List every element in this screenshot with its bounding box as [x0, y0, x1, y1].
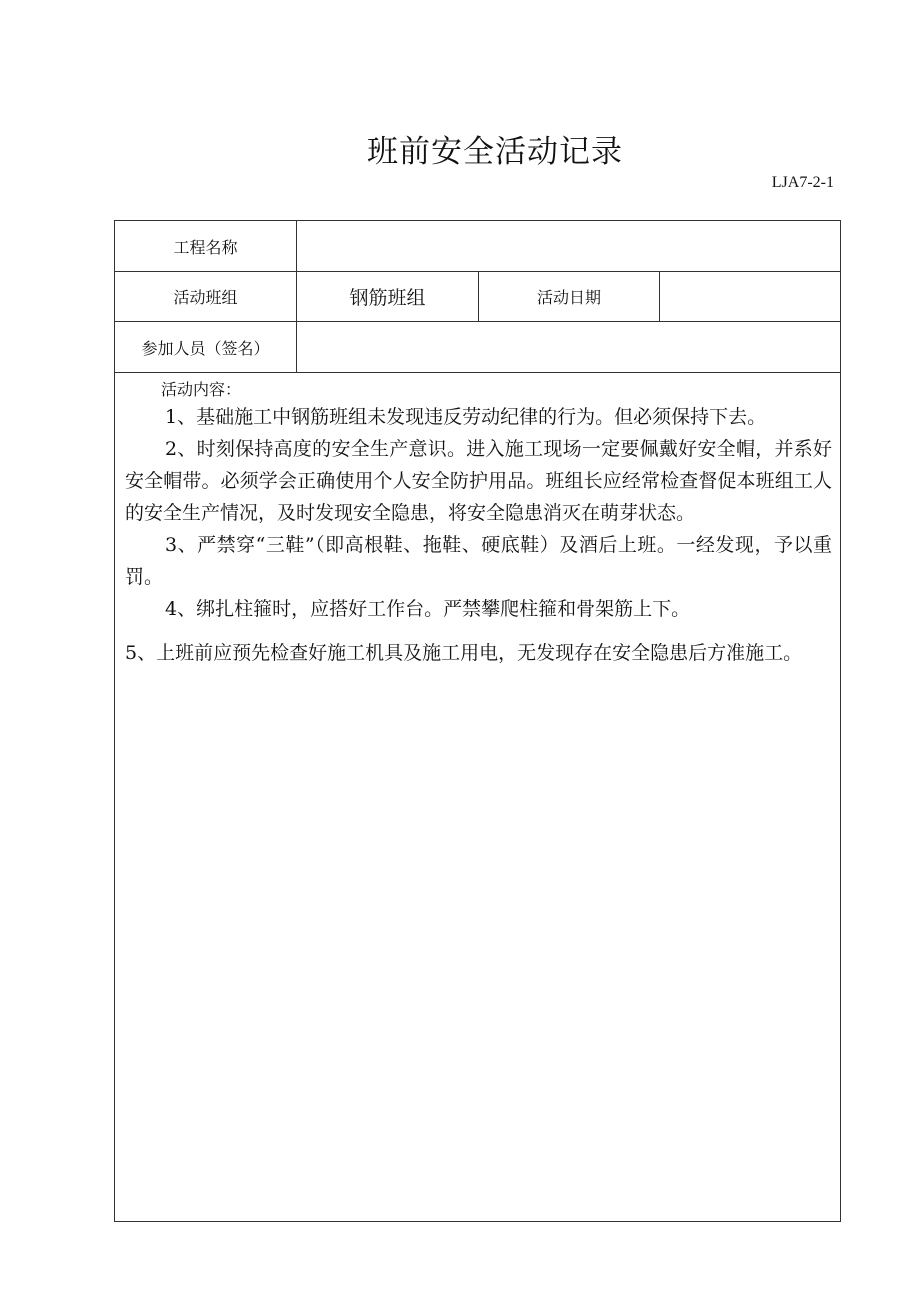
participants-label: 参加人员（签名）	[115, 322, 297, 372]
activity-content	[115, 373, 840, 677]
team-row	[115, 272, 840, 322]
date-label: 活动日期	[479, 272, 660, 321]
document-title: 班前安全活动记录	[367, 134, 623, 170]
participants-row	[115, 322, 840, 373]
content-item-3: 3、严禁穿“三鞋”（即高根鞋、拖鞋、硬底鞋）及酒后上班。一经发现，予以重罚。	[125, 534, 832, 588]
content-item-4: 4、绑扎柱箍时，应搭好工作台。严禁攀爬柱箍和骨架筋上下。	[165, 598, 691, 620]
date-value[interactable]	[660, 272, 842, 321]
project-name-value[interactable]	[297, 221, 842, 271]
content-item-2: 2、时刻保持高度的安全生产意识。进入施工现场一定要佩戴好安全帽，并系好安全帽带。必须学会正确使用个人安全防护用品。班组长应经常检查督促本班组工人的安全生产情况，及时发现安全隐患，将安全隐患消灭在萌芽状态。	[125, 438, 832, 524]
activity-content-label: 活动内容：	[161, 380, 242, 399]
project-name-label: 工程名称	[115, 221, 297, 271]
team-label: 活动班组	[115, 272, 297, 321]
form-code: LJA7-2-1	[771, 174, 834, 191]
team-value[interactable]: 钢筋班组	[297, 272, 479, 321]
participants-value[interactable]	[297, 322, 842, 372]
project-name-row	[115, 221, 840, 272]
content-item-5: 5、上班前应预先检查好施工机具及施工用电，无发现存在安全隐患后方准施工。	[125, 642, 803, 664]
content-item-1: 1、基础施工中钢筋班组未发现违反劳动纪律的行为。但必须保持下去。	[165, 406, 767, 428]
record-form	[114, 220, 841, 1222]
